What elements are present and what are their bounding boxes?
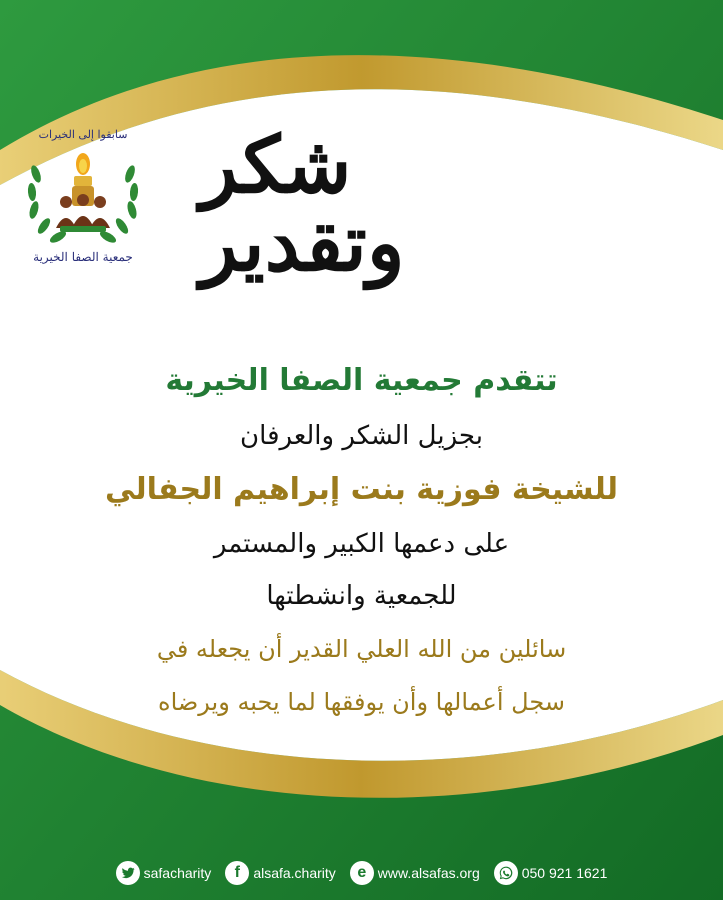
headline-text: شكر وتقدير: [200, 120, 405, 289]
facebook-icon: f: [225, 861, 249, 885]
contact-facebook-text: alsafa.charity: [253, 865, 336, 881]
contact-twitter[interactable]: [116, 861, 212, 885]
contact-facebook[interactable]: [225, 861, 335, 885]
message-line-recipient: للشيخة فوزية بنت إبراهيم الجفالي: [104, 472, 619, 507]
thank-you-message: [40, 352, 683, 728]
organization-logo: [22, 128, 144, 278]
message-line-prayer-2: سجل أعمالها وأن يوفقها لما يحبه ويرضاه: [158, 688, 565, 716]
message-line-prayer-1: سائلين من الله العلي القدير أن يجعله في: [156, 635, 567, 663]
contact-twitter-text: safacharity: [143, 865, 212, 881]
laurel-emblem-icon: [22, 142, 144, 252]
message-line-thanks: بجزيل الشكر والعرفان: [240, 421, 483, 451]
twitter-icon: [116, 861, 140, 885]
logo-name: جمعية الصفا الخيرية: [33, 250, 133, 264]
contact-whatsapp-text: 050 921 1621: [521, 865, 608, 881]
web-icon: e: [350, 861, 374, 885]
contact-whatsapp[interactable]: [494, 861, 608, 885]
whatsapp-icon: [494, 861, 518, 885]
contact-footer: [0, 856, 723, 890]
contact-website[interactable]: [350, 861, 480, 885]
headline-calligraphy: [200, 120, 530, 289]
logo-slogan: سابقوا إلى الخيرات: [38, 128, 128, 141]
contact-website-text: www.alsafas.org: [377, 865, 480, 881]
message-line-organization: تتقدم جمعية الصفا الخيرية: [165, 363, 558, 398]
message-line-support: على دعمها الكبير والمستمر: [213, 529, 510, 559]
message-line-activities: للجمعية وانشطتها: [266, 581, 457, 611]
